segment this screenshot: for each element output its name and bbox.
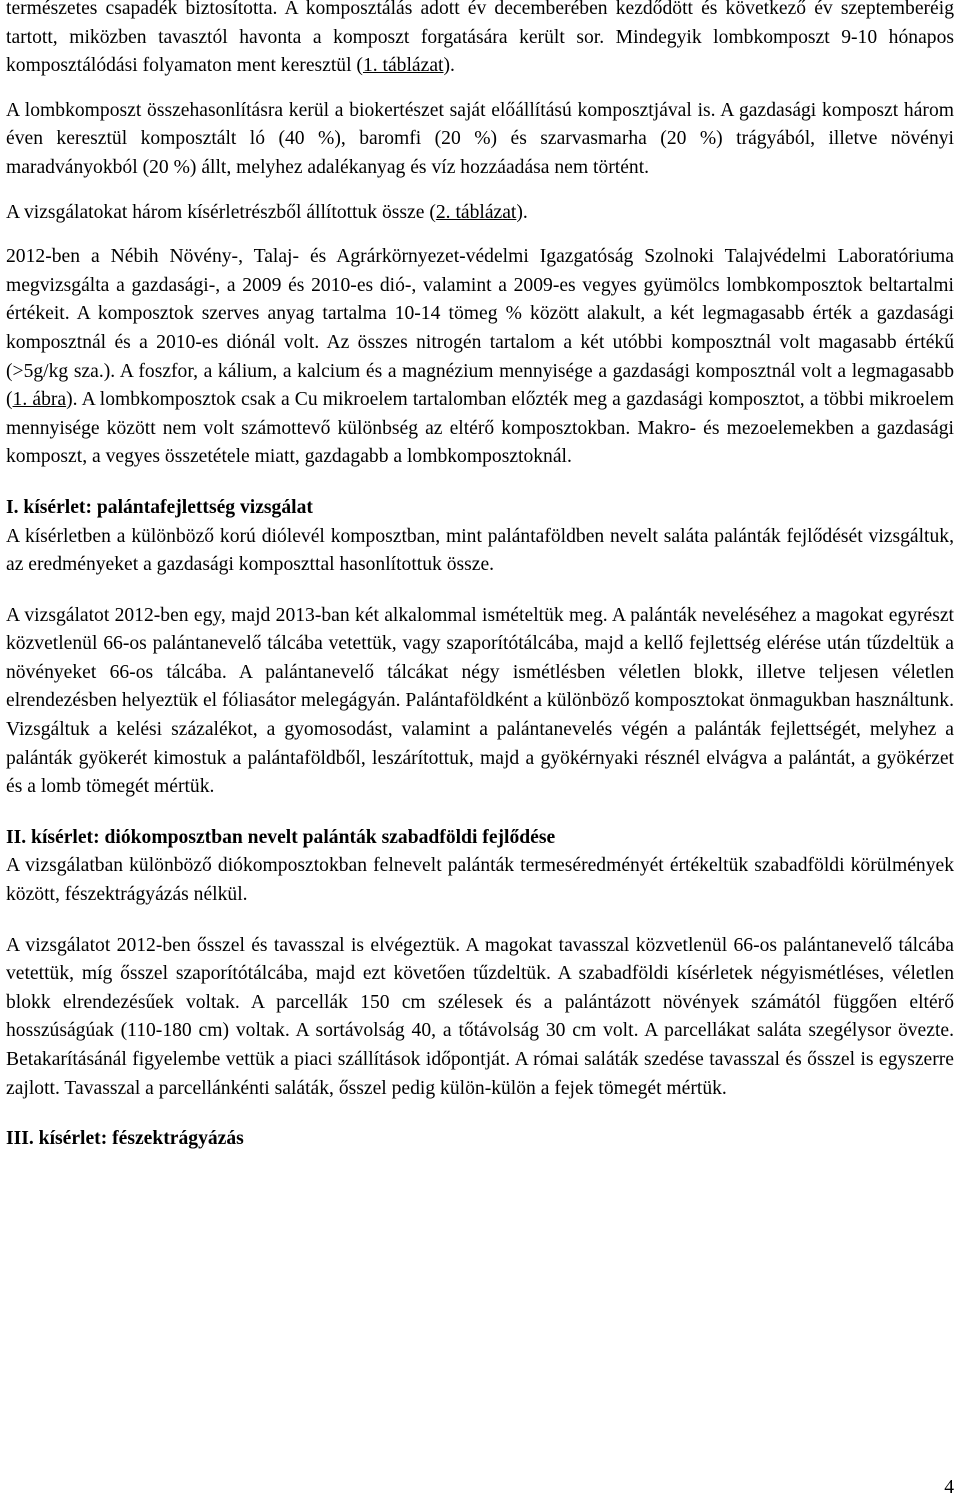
text-run: ). [516, 201, 528, 223]
paragraph-farm-compost: A lombkomposzt összehasonlításra kerül a biokertészet saját előállítású komposztjával is. A gazdasági komposzt három éven keresztül komposztált ló (40 %), baromfi (20 %) és szarvasmarha (20 %) trágyából, illetve növényi maradványokból (20 %) állt, melyhez adalékanyag és víz hozzáadása nem történt. [6, 99, 954, 178]
paragraph-experiment-2-method: A vizsgálatot 2012-ben ősszel és tavasszal is elvégeztük. A magokat tavasszal közvetlenül 66-os palántanevelő tálcába vetettük, míg ősszel szaporítótálcába, majd ezt követően tűzdeltük. A szabadföldi kísérletek négyismétléses, véletlen blokk elrendezésűek voltak. A parcellák 150 cm szélesek és a palántázott növények számától függően eltérő hosszúságúak (110-180 cm) voltak. A sortávolság 40, a tőtávolság 30 cm volt. A parcellákat saláta szegélysor övezte. Betakarításánál figyelembe vettük a piaci szállítások időpontját. A római saláták szedése tavasszal és ősszel is egyszerre zajlott. Tavasszal a parcellánkénti saláták, ősszel pedig külön-külön a fejek tömegét mértük. [6, 934, 954, 1099]
paragraph-experiment-parts [6, 199, 954, 228]
document-page [6, 0, 954, 1154]
page-number: 4 [944, 1477, 954, 1498]
section-heading-experiment-1: I. kísérlet: palántafejlettség vizsgálat [6, 496, 313, 518]
paragraph-lab-analysis [6, 243, 954, 472]
text-run: A vizsgálatokat három kísérletrészből állítottuk össze ( [6, 201, 436, 223]
paragraph-composting-period [6, 0, 954, 81]
paragraph-experiment-1-method: A vizsgálatot 2012-ben egy, majd 2013-ban két alkalommal ismételtük meg. A palánták neveléséhez a magokat egyrészt közvetlenül 66-os palántanevelő tálcába vetettük, vagy szaporítótálcába, majd a kellő fejlettség elérése után tűzdeltük a növényeket 66-os tálcába. A palántanevelő tálcákat négy ismétlésben véletlen blokk, illetve teljesen véletlen elrendezésben helyeztük el fóliasátor melegágyán. Palántaföldként a különböző komposztokat önmagukban használtunk. Vizsgáltuk a kelési százalékot, a gyomosodást, valamint a palántanevelés végén a palánták fejlettségét, melyhez a palánták gyökerét kimostuk a palántaföldből, leszárítottuk, majd a gyökérnyaki résznél elvágva a palántát, a gyökérzet és a lomb tömegét mértük. [6, 604, 954, 798]
table-1-reference-link[interactable]: 1. táblázat [362, 55, 444, 77]
section-heading-experiment-3: III. kísérlet: fészektrágyázás [6, 1128, 244, 1150]
text-run: ). [443, 55, 455, 77]
paragraph-experiment-2-intro: A vizsgálatban különböző diókomposztokban felnevelt palánták termeséredményét értékeltük szabadföldi körülmények között, fészektrágyázás nélkül. [6, 855, 954, 906]
text-run: 2012-ben a Nébih Növény-, Talaj- és Agrárkörnyezet-védelmi Igazgatóság Szolnoki Talajvédelmi Laboratóriuma megvizsgálta a gazdasági-, a 2009 és 2010-es dió-, valamint a 2009-es vegyes gyümölcs lombkomposztok beltartalmi értékeit. A komposztok szerves anyag tartalma 10-14 tömeg % között alakult, a két legmagasabb érték a gazdasági komposztnál és a 2010-es diónál volt. Az összes nitrogén tartalom a két utóbbi komposztnál volt magasabb értékű (>5g/kg sza.). A foszfor, a kálium, a kalcium és a magnézium mennyisége a gazdasági komposztnál volt a legmagasabb ( [6, 246, 954, 411]
text-run: ). A lombkomposztok csak a Cu mikroelem tartalomban előzték meg a gazdasági komposztot, a többi mikroelem mennyisége között nem volt számottevő különbség az eltérő komposztokban. Makro- és mezoelemekben a gazdasági komposzt, a vegyes összetétele miatt, gazdagabb a lombkomposztoknál. [6, 389, 954, 468]
section-heading-experiment-2: II. kísérlet: diókomposztban nevelt palánták szabadföldi fejlődése [6, 826, 556, 848]
figure-1-reference-link[interactable]: 1. ábra [12, 389, 67, 411]
table-2-reference-link[interactable]: 2. táblázat [435, 201, 517, 223]
text-run: természetes csapadék biztosította. A komposztálás adott év decemberében kezdődött és következő év szeptemberéig tartott, miközben tavasztól havonta a komposzt forgatására került sor. Mindegyik lombkomposzt 9-10 hónapos komposztálódási folyamaton ment keresztül ( [6, 0, 954, 77]
paragraph-experiment-1-intro: A kísérletben a különböző korú diólevél komposztban, mint palántaföldben nevelt saláta palánták fejlődését vizsgáltuk, az eredményeket a gazdasági komposzttal hasonlítottuk össze. [6, 525, 954, 576]
